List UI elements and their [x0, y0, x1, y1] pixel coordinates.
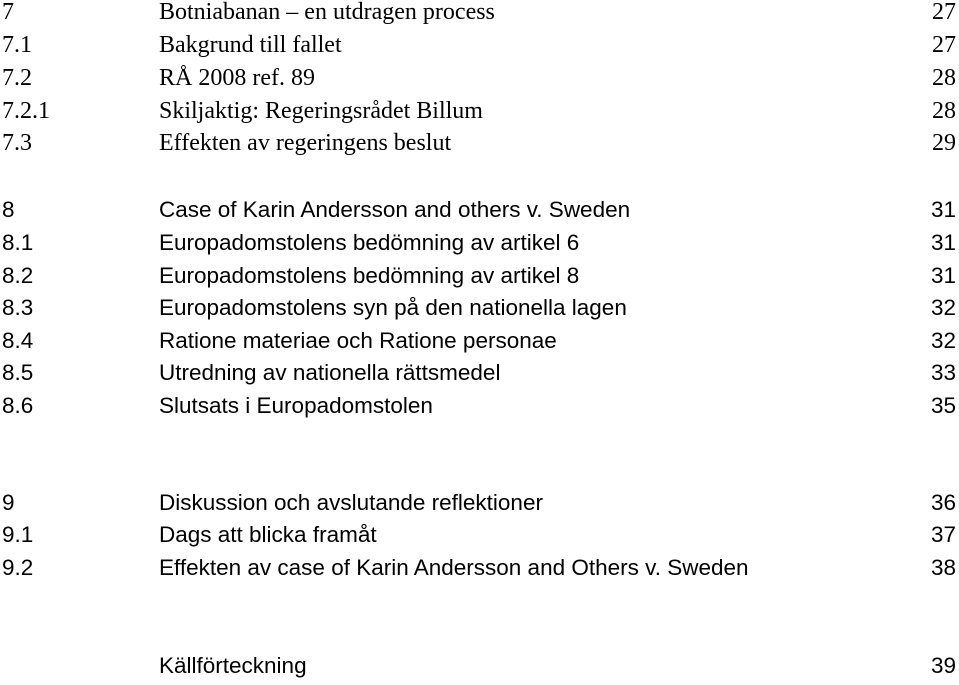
toc-entry	[0, 96, 959, 130]
toc-section-number: 7.3	[2, 130, 32, 156]
toc-section-title: Diskussion och avslutande reflektioner	[159, 490, 543, 515]
toc-section-title: Europadomstolens bedömning av artikel 6	[159, 230, 580, 255]
toc-entry	[0, 0, 959, 31]
toc-page-number: 31	[930, 263, 956, 288]
toc-section-title: Case of Karin Andersson and others v. Sweden	[159, 197, 631, 222]
toc-page-number: 33	[930, 360, 956, 385]
toc-section-title: Bakgrund till fallet	[159, 32, 342, 58]
toc-page-number: 39	[930, 653, 956, 678]
toc-section-number: 8.5	[2, 360, 34, 385]
toc-section-title: Dags att blicka framåt	[159, 522, 377, 547]
toc-section-number: 8.1	[2, 230, 34, 255]
toc-section-title: Slutsats i Europadomstolen	[159, 393, 433, 418]
toc-entry	[0, 391, 959, 425]
toc-section-title: Europadomstolens bedömning av artikel 8	[159, 263, 580, 288]
toc-entry	[0, 553, 959, 587]
toc-section-title: RÅ 2008 ref. 89	[159, 65, 315, 91]
toc-section-number: 7.1	[2, 32, 32, 58]
toc-entry	[0, 228, 959, 262]
toc-section-number: 8	[2, 197, 15, 222]
toc-section-title: Skiljaktig: Regeringsrådet Billum	[159, 98, 483, 124]
toc-entry	[0, 488, 959, 522]
toc-entry-references	[0, 651, 959, 685]
toc-entry	[0, 63, 959, 97]
toc-entry	[0, 195, 959, 229]
toc-section-number: 8.3	[2, 295, 34, 320]
toc-section-number: 7.2	[2, 65, 32, 91]
toc-entry	[0, 358, 959, 392]
toc-page-number: 32	[930, 295, 956, 320]
toc-page-number: 27	[932, 32, 956, 58]
toc-page-number: 28	[932, 98, 956, 124]
toc-entry	[0, 520, 959, 554]
toc-page-number: 37	[930, 522, 956, 547]
toc-page-number: 32	[930, 328, 956, 353]
toc-section-title: Ratione materiae och Ratione personae	[159, 328, 557, 353]
toc-entry	[0, 261, 959, 295]
toc-entry	[0, 30, 959, 64]
toc-section-number: 8.6	[2, 393, 34, 418]
toc-page-number: 38	[930, 555, 956, 580]
toc-page-number: 35	[930, 393, 956, 418]
toc-section-title: Effekten av case of Karin Andersson and Others v. Sweden	[159, 555, 749, 580]
toc-section-title: Botniabanan – en utdragen process	[159, 0, 495, 25]
toc-entry	[0, 128, 959, 162]
toc-section-title: Utredning av nationella rättsmedel	[159, 360, 501, 385]
toc-page-number: 29	[932, 130, 956, 156]
toc-entry	[0, 326, 959, 360]
toc-section-title: Europadomstolens syn på den nationella lagen	[159, 295, 627, 320]
toc-section-number: 9.2	[2, 555, 34, 580]
toc-section-number: 8.2	[2, 263, 34, 288]
toc-page-number: 36	[930, 490, 956, 515]
toc-entry	[0, 293, 959, 327]
toc-section-title: Källförteckning	[159, 653, 307, 678]
toc-section-number: 8.4	[2, 328, 34, 353]
toc-section-number: 9	[2, 490, 15, 515]
toc-section-number: 7	[2, 0, 14, 25]
toc-page-number: 28	[932, 65, 956, 91]
toc-page-number: 27	[932, 0, 956, 25]
toc-page-number: 31	[930, 197, 956, 222]
toc-page-number: 31	[930, 230, 956, 255]
toc-section-number: 7.2.1	[2, 98, 50, 124]
toc-section-title: Effekten av regeringens beslut	[159, 130, 452, 156]
toc-section-number: 9.1	[2, 522, 34, 547]
